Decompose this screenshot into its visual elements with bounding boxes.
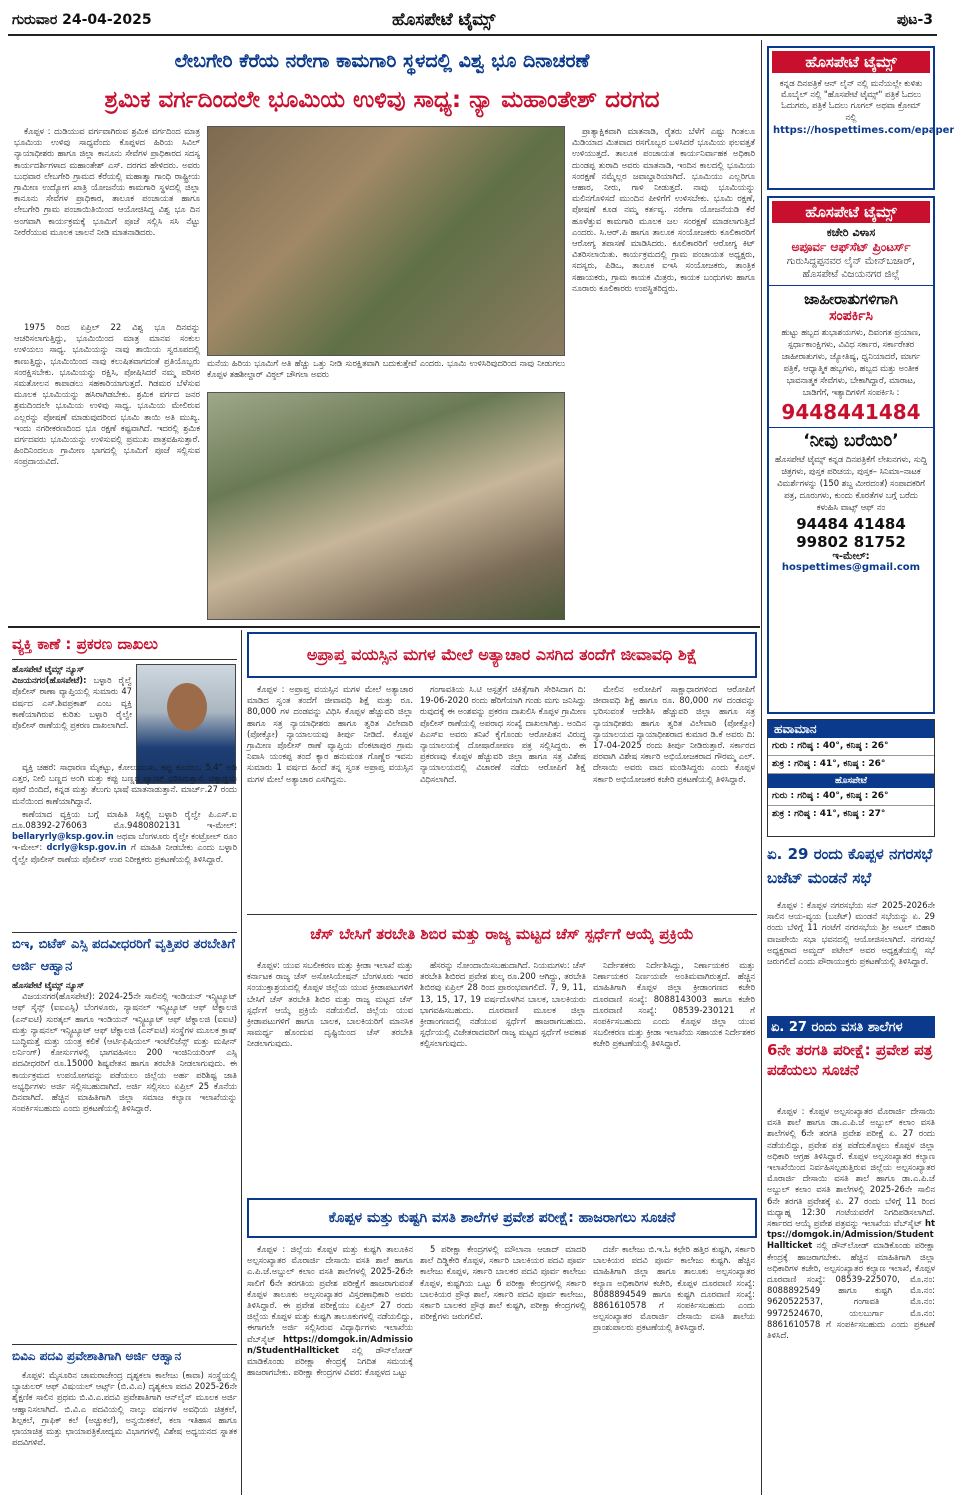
sidebar-epaper-url[interactable]: https://hospettimes.com/epaper [773,124,954,136]
hostel-column-1: ಕೊಪ್ಪಳ : ಜಿಲ್ಲೆಯ ಕೊಪ್ಪಳ ಮತ್ತು ಕುಷ್ಟಗಿ ತಾಲೂಕಿನ ಅಲ್ಪಸಂಖ್ಯಾತರ ಮೊರಾರ್ಜಿ ದೇಸಾಯಿ ವಸತಿ ಶಾಲೆ ಹಾಗೂ ಎ.ಪಿ.ಜೆ.ಅಬ್ದುಲ್ ಕಲಾಂ ವಸತಿ ಶಾಲೆಗಳಲ್ಲಿ 2025-26ನೇ ಸಾಲಿಗೆ 6ನೇ ತರಗತಿಯ ಪ್ರವೇಶ ಪರೀಕ್ಷೆಗೆ ಹಾಜರಾಗುವಂತೆ ಕೊಪ್ಪಳ ತಾಲೂಕು ಅಲ್ಪಸಂಖ್ಯಾತರ ವಿಸ್ತರಣಾಧಿಕಾರಿ ಅವರು ತಿಳಿಸಿದ್ದಾರೆ. ಈ ಪ್ರವೇಶ ಪರೀಕ್ಷೆಯು ಏಪ್ರಿಲ್ 27 ರಂದು ಜಿಲ್ಲೆಯ ಕೊಪ್ಪಳ ಮತ್ತು ಕುಷ್ಟಗಿ ತಾಲೂಕುಗಳಲ್ಲಿ ನಡೆಯಲಿದ್ದು, ಈಗಾಗಲೇ ಅರ್ಜಿ ಸಲ್ಲಿಸಿರುವ ವಿದ್ಯಾರ್ಥಿಗಳು ಇಲಾಖೆಯ ವೆಬ್‌ಸೈಟ್ https://domgok.in/Admission/StudentHallticket ನಲ್ಲಿ ಡೌನ್‌ಲೋಡ್ ಮಾಡಿಕೊಂಡು ಪರೀಕ್ಷಾ ಕೇಂದ್ರಕ್ಕೆ ನಿಗದಿತ ಸಮಯಕ್ಕೆ ಹಾಜರಾಗಬೇಕು. ಪರೀಕ್ಷಾ ಕೇಂದ್ರಗಳ ವಿವರ: ಕೊಪ್ಪಳದ ಒಟ್ಟು [247,1244,413,1378]
bvoc-text: ಕೊಪ್ಪಳ: ಮೈಸೂರಿನ ಚಾಮರಾಜೇಂದ್ರ ದೃಶ್ಯಕಲಾ ಕಾಲೇಜು (ಕಾವಾ) ಸಂಸ್ಥೆಯಲ್ಲಿ ಬ್ಯಾಚುಲರ್ ಆಫ್ ವಿಷುಯಲ್ ಆರ್ಟ್ಸ್ (ಬಿ.ವಿ.ಎ) ದೃಶ್ಯಕಲಾ ಪದವಿ 2025-26ನೇ ಶೈಕ್ಷಣಿಕ ಸಾಲಿನ ಪ್ರಥಮ ಬಿ.ವಿ.ಎ.ಪದವಿ ಪ್ರವೇಶಾತಿಗಾಗಿ ಆನ್‌ಲೈನ್ ಮೂಲಕ ಅರ್ಜಿ ಆಹ್ವಾನಿಸಲಾಗಿದೆ. ಬಿ.ವಿ.ಎ ಪದವಿಯಲ್ಲಿ ನಾಲ್ಕು ವರ್ಷಗಳ ಅವಧಿಯ ಚಿತ್ರಕಲೆ, ಶಿಲ್ಪಕಲೆ, ಗ್ರಾಫಿಕ್ ಕಲೆ (ಅಚ್ಚುಕಲೆ), ಅನ್ವಯಿಕಕಲೆ, ಕಲಾ ಇತಿಹಾಸ ಹಾಗೂ ಛಾಯಾಚಿತ್ರ ಮತ್ತು ಛಾಯಾಪತ್ರಿಕೋದ್ಯಮ ವಿಭಾಗಗಳಲ್ಲಿ ವಿಶೇಷ ಅಧ್ಯಯನದ ಸ್ನಾತಕ ಪದವಿಗಳಿವೆ. [12,1370,237,1448]
lead-photo-tree-planting [207,392,565,620]
sidebar-printer-name: ಅಪೂರ್ವ ಆಫ್‌ಸೆಟ್ ಪ್ರಿಂಟರ್ಸ್ [791,240,911,254]
sidebar-brand-text: ಕನ್ನಡ ದಿನಪತ್ರಿಕೆ ಆನ್ ಲೈನ್ ನಲ್ಲಿ ಮನೆಯಲ್ಲೇ ಕುಳಿತು ಮೊಬೈಲ್ ನಲ್ಲಿ "ಹೊಸಪೇಟೆ ಟೈಮ್ಸ್" ಪತ್ರಿಕೆ ಓದಲು ಓದುಗರು, ಪತ್ರಿಕೆ ಓದಲು ಗೂಗಲ್ ಅಥವಾ ಕ್ರೋಮ್ ನಲ್ಲಿ [779,78,923,122]
weather-row: ಗುರು : ಗರಿಷ್ಠ : 40°, ಕನಿಷ್ಠ : 26° [768,788,934,806]
weather-title: ಹವಾಮಾನ [768,720,934,738]
rape-column-3: ಮೇಲಿನ ಅರೋಪಿಗೆ ಸಾಕ್ಷಾಧಾರಗಳಿಂದ ಆರೋಪಿಗೆ ಜೀವಾವಧಿ ಶಿಕ್ಷೆ ಹಾಗೂ ರೂ. 80,000 ಗಳ ದಂಡವನ್ನು ಭರಿಸುವಂತೆ ಆದೇಶಿಸಿ ಹೆಚ್ಚುವರಿ ಜಿಲ್ಲಾ ಹಾಗೂ ಸತ್ರ ನ್ಯಾಯಾಧೀಶರು ಹಾಗೂ ತ್ವರಿತ ವಿಲೇವಾರಿ (ಪೋಕ್ಸೋ) ನ್ಯಾಯಾಲಯದ ನ್ಯಾಯಾಧೀಶರಾದ ಕುಮಾರ ಡಿ.ಕೆ ಅವರು ದಿ: 17-04-2025 ರಂದು ತೀರ್ಪು ನೀಡಿರುತ್ತಾರೆ. ಸರ್ಕಾರದ ಪರವಾಗಿ ವಿಶೇಷ ಸರ್ಕಾರಿ ಅಭಿಯೋಜಕರಾದ ಗೌರಮ್ಮ ಎಲ್. ದೇಸಾಯಿ ಅವರು ವಾದ ಮಂಡಿಸಿದ್ದರು ಎಂದು ಕೊಪ್ಪಳ ಸರ್ಕಾರಿ ಅಭಿಯೋಜಕರ ಕಚೇರಿ ಪ್ರಕಟಣೆಯಲ್ಲಿ ತಿಳಿಸಿದ್ದಾರೆ. [593,684,755,784]
bed-text: ಹೊಸಪೇಟೆ ಟೈಮ್ಸ್ ನ್ಯೂಸ್ ವಿಜಯನಗರ(ಹೊಸಪೇಟೆ): 2024-25ನೇ ಸಾಲಿನಲ್ಲಿ ಇಂಡಿಯನ್ ಇನ್ಸ್ಟಿಟ್ಯೂಟ್ ಆಫ್ ಸೈನ್ಸ್ (ಐಐಎಸ್ಸಿ) ಬೆಂಗಳೂರು, ನ್ಯಾಷನಲ್ ಇನ್ಸ್ಟಿಟ್ಯೂಟ್ ಆಫ್ ಟೆಕ್ನಾಲಜಿ (ಎನ್‌ಐಟಿ) ಸುರತ್ಕಲ್ ಹಾಗೂ ಇಂಡಿಯನ್ ಇನ್ಸ್ಟಿಟ್ಯೂಟ್ ಆಫ್ ಟೆಕ್ನಾಲಜಿ (ಐಐಟಿ) ಮತ್ತು ನ್ಯಾಷನಲ್ ಇನ್ಸ್ಟಿಟ್ಯೂಟ್ ಆಫ್ ಟೆಕ್ನಾಲಜಿ (ಎನ್‌ಐಟಿ) ಸಂಸ್ಥೆಗಳ ಮೂಲಕ ಕ್ರಾಷ್ ಬುದ್ಧಿಮತ್ತೆ ಮತ್ತು ಯಂತ್ರ ಕಲಿಕೆ (ಆರ್ಟಿಫಿಷಿಯಲ್ ಇಂಟೆಲಿಜೆನ್ಸ್ ಮತ್ತು ಮಷೀನ್ ಲರ್ನಿಂಗ್) ಕೋರ್ಸುಗಳಲ್ಲಿ ಭಾಗವಹಿಸಲು 200 ಇಂಜಿನಿಯರಿಂಗ್ ಎಸ್ಸಿ ಪದವೀಧರರಿಗೆ ರೂ.15000 ಶಿಷ್ಯವೇತನ ಹಾಗೂ ತರಬೇತಿ ನೀಡಲಾಗುವುದು. ಈ ಕಾರ್ಯಕ್ರಮದ ಉಪಯೋಗವನ್ನು ಪಡೆಯಲು ಜಿಲ್ಲೆಯ ಅರ್ಹ ಪರಿಶಿಷ್ಟ ಜಾತಿ ಅಭ್ಯರ್ಥಿಗಳು ಅರ್ಜಿ ಸಲ್ಲಿಸಬಹುದಾಗಿದೆ. ಅರ್ಜಿ ಸಲ್ಲಿಸಲು ಏಪ್ರಿಲ್ 25 ಕೊನೆಯ ದಿನವಾಗಿದೆ. ಹೆಚ್ಚಿನ ಮಾಹಿತಿಗಾಗಿ ಜಿಲ್ಲಾ ಸಮಾಜ ಕಲ್ಯಾಣ ಇಲಾಖೆಯನ್ನು ಸಂಪರ್ಕಿಸಬಹುದು ಎಂದು ಪ್ರಕಟಣೆಯಲ್ಲಿ ತಿಳಿಸಿದ್ದಾರೆ. [12,980,237,1114]
missing-text-body: ವ್ಯಕ್ತಿ ಚಹರೆ: ಸಾಧಾರಣ ಮೈಕಟ್ಟು, ಕೋಲುಮುಖ, ಕಪ್ಪು ಕೂದಲು, 5.4" ಅಡಿ ಎತ್ತರ, ನೀಲಿ ಬಣ್ಣದ ಅಂಗಿ ಮತ್ತು ಕಪ್ಪು ಬಣ್ಣದ ಪ್ಯಾಂಟ್ ಧರಿಸಿರುತ್ತಾನೆ. ಚಿಕ್ಕಾಜ್ಜಿಯ ಪೂರೆ ಬಿಂದಿದೆ, ಕನ್ನಡ ಮತ್ತು ತೆಲುಗು ಭಾಷೆ ಮಾತನಾಡುತ್ತಾನೆ. ಮಾರ್ಚ್.27 ರಂದು ಮನೆಯಿಂದ ಕಾಣೆಯಾಗಿದ್ದಾನೆ. ಕಾಣೆಯಾದ ವ್ಯಕ್ತಿಯ ಬಗ್ಗೆ ಮಾಹಿತಿ ಸಿಕ್ಕಲ್ಲಿ ಬಳ್ಳಾರಿ ರೈಲ್ವೇ ಪಿ.ಎಸ್.ಐ ದೂ.08392-276063 ಮೊ.9480802131 ಇ-ಮೇಲ್: bellaryrly@ksp.gov.in ಅಥವಾ ಬೆಂಗಳೂರು ರೈಲ್ವೇ ಕಂಟ್ರೋಲ್ ರೂಂ ಇ-ಮೇಲ್: dcrly@ksp.gov.in ಗೆ ಮಾಹಿತಿ ನೀಡಬೇಕು ಎಂದು ಬಳ್ಳಾರಿ ರೈಲ್ವೇ ಪೊಲೀಸ್ ಠಾಣೆಯ ಪೊಲೀಸ್ ಉಪ ನಿರೀಕ್ಷಕರು ಪ್ರಕಟಣೆಯಲ್ಲಿ ತಿಳಿಸಿದ್ದಾರೆ. [12,762,237,864]
chess-column-2: ಹೆಸರನ್ನು ನೋಂದಾಯಿಸಬಹುದಾಗಿದೆ. ನಿಯಮಗಳು: ಚೆಸ್ ತರಬೇತಿ ಶಿಬಿರದ ಪ್ರವೇಶ ಶುಲ್ಕ ರೂ.200 ಆಗಿದ್ದು, ತರಬೇತಿ ಶಿಬಿರವು ಏಪ್ರಿಲ್ 28 ರಿಂದ ಪ್ರಾರಂಭವಾಗಲಿದೆ. 7, 9, 11, 13, 15, 17, 19 ವರ್ಷದೊಳಗಿನ ಬಾಲಕ, ಬಾಲಕಿಯರು ಭಾಗವಹಿಸಬಹುದು. ದೂರವಾಣಿ ಮೂಲಕ ಜಿಲ್ಲಾ ಕ್ರೀಡಾಂಗಣದಲ್ಲಿ ನಡೆಯುವ ಸ್ಪರ್ಧೆಗೆ ಹಾಜರಾಗಬಹುದು. ಸ್ಪರ್ಧೆಯಲ್ಲಿ ವಿಜೇತರಾದವರಿಗೆ ರಾಜ್ಯ ಮಟ್ಟದ ಸ್ಪರ್ಧೆಗೆ ಅವಕಾಶ ಕಲ್ಪಿಸಲಾಗುವುದು. [420,960,586,1049]
sidebar-slogan: ‘ನೀವು ಬರೆಯಿರಿ’ [803,431,899,451]
sidebar-write-text: ಹೊಸಪೇಟೆ ಟೈಮ್ಸ್ ಕನ್ನಡ ದಿನಪತ್ರಿಕೆಗೆ ಲೇಖನಗಳು, ಸುದ್ದಿ ಚಿತ್ರಗಳು, ಪುಸ್ತಕ ಪರಿಚಯ, ಪುಸ್ತಕ– ಸಿನಿಮಾ–ನಾಟಕ ವಿಮರ್ಶೆಗಳನ್ನು (150 ಶಬ್ದ ಮೀರದಂತೆ) ಸಂಪಾದಕರಿಗೆ ಪತ್ರ, ದೂರುಗಳು, ಕುಂದು ಕೊರತೆಗಳ ಬಗ್ಗೆ ಬರೆದು ಕಳುಹಿಸಿ ವಾಟ್ಸ್ ಆಫ್ ನಂ [774,454,928,512]
masthead-date: ಗುರುವಾರ 24-04-2025 [12,12,152,28]
lead-column-1: ಕೊಪ್ಪಳ : ದುಡಿಯುವ ವರ್ಗವಾಗಿರುವ ಶ್ರಮಿಕ ವರ್ಗದಿಂದ ಮಾತ್ರ ಭೂಮಿಯ ಉಳಿವು ಸಾಧ್ಯವೆಂದು ಕೊಪ್ಪಳದ ಹಿರಿಯ ಸಿವಿಲ್ ನ್ಯಾಯಾಧೀಶರು ಹಾಗೂ ಜಿಲ್ಲಾ ಕಾನೂನು ಸೇವೆಗಳ ಪ್ರಾಧಿಕಾರದ ಸದಸ್ಯ ಕಾರ್ಯದರ್ಶಿಗಳಾದ ಮಹಾಂತೇಶ್ ಎಸ್. ದರಗದ ಹೇಳಿದರು. ಅವರು ಬುಧವಾರ ಲೇಬಗೇರಿ ಗ್ರಾಮದ ಕೆರೆಯಲ್ಲಿ ಮಹಾತ್ಮಾ ಗಾಂಧಿ ರಾಷ್ಟ್ರೀಯ ಗ್ರಾಮೀಣ ಉದ್ಯೋಗ ಖಾತ್ರಿ ಯೋಜನೆಯ ಕಾಮಗಾರಿ ಸ್ಥಳದಲ್ಲಿ ಜಿಲ್ಲಾ ಕಾನೂನು ಸೇವೆಗಳ ಪ್ರಾಧಿಕಾರ, ತಾಲೂಕ ಪಂಚಾಯತ ಹಾಗೂ ಲೇಬಗೇರಿ ಗ್ರಾಮ ಪಂಚಾಯಿತಿಯಿಂದ ಆಯೋಜಿಸಿದ್ದ ವಿಶ್ವ ಭೂ ದಿನ ಅಂಗವಾಗಿ ಕಾರ್ಯಕ್ರಮಕ್ಕೆ ಭೂಮಿಗೆ ಪೂಜೆ ಸಲ್ಲಿಸಿ ಸಸಿ ನೆಟ್ಟು ನೀರೆರೆಯುವ ಮೂಲಕ ಚಾಲನೆ ನೀಡಿ ಮಾತನಾಡಿದರು. [14,126,200,237]
sixth-link[interactable]: https://domgok.in/Admission/StudentHallticket [767,1218,935,1251]
sixth-text: ಕೊಪ್ಪಳ : ಕೊಪ್ಪಳ ಅಲ್ಪಸಂಖ್ಯಾತರ ಮೊರಾರ್ಜಿ ದೇಸಾಯಿ ವಸತಿ ಶಾಲೆ ಹಾಗೂ ಡಾ.ಎ.ಪಿ.ಜೆ ಅಬ್ದುಲ್ ಕಲಾಂ ವಸತಿ ಶಾಲೆಗಳಲ್ಲಿ 6ನೇ ತರಗತಿ ಪ್ರವೇಶ ಪರೀಕ್ಷೆ ಏ. 27 ರಂದು ನಡೆಯಲಿದ್ದು, ಪ್ರವೇಶ ಪತ್ರ ಪಡೆದುಕೊಳ್ಳಲು ಕೊಪ್ಪಳ ಜಿಲ್ಲಾ ಅಧಿಕಾರಿ ಆಗ್ರಹ ತಿಳಿಸಿದ್ದಾರೆ. ಕೊಪ್ಪಳ ಅಲ್ಪಸಂಖ್ಯಾತರ ಕಲ್ಯಾಣ ಇಲಾಖೆಯಿಂದ ನಿರ್ವಹಿಸಲ್ಪಡುತ್ತಿರುವ ಜಿಲ್ಲೆಯ ಅಲ್ಪಸಂಖ್ಯಾತರ ಮೊರಾರ್ಜಿ ದೇಸಾಯಿ ವಸತಿ ಶಾಲೆ ಹಾಗೂ ಡಾ.ಎ.ಪಿ.ಜೆ ಅಬ್ದುಲ್ ಕಲಾಂ ವಸತಿ ಶಾಲೆಗಳಲ್ಲಿ 2025-26ನೇ ಸಾಲಿನ 6ನೇ ತರಗತಿ ಪ್ರವೇಶಕ್ಕೆ ಏ. 27 ರಂದು ಬೆಳಿಗ್ಗೆ 11 ರಿಂದ ಮಧ್ಯಾಹ್ನ 12:30 ಗಂಟೆಯವರೆಗೆ ನಿಗದಿಪಡಿಸಲಾಗಿದೆ. ಸರ್ಕಾರದ ಆಯ್ಕೆ ಪ್ರವೇಶ ಪತ್ರವನ್ನು ಇಲಾಖೆಯ ವೆಬ್‌ಸೈಟ್ https://domgok.in/Admission/StudentHallticket ನಲ್ಲಿ ಡೌನ್‌ಲೋಡ್ ಮಾಡಿಕೊಂಡು ಪರೀಕ್ಷಾ ಕೇಂದ್ರಕ್ಕೆ ಹಾಜರಾಗಬೇಕು. ಹೆಚ್ಚಿನ ಮಾಹಿತಿಗಾಗಿ ಜಿಲ್ಲಾ ಅಧಿಕಾರಿಗಳ ಕಚೇರಿ, ಅಲ್ಪಸಂಖ್ಯಾತರ ಕಲ್ಯಾಣ ಇಲಾಖೆ, ಕೊಪ್ಪಳ ದೂರವಾಣಿ ಸಂಖ್ಯೆ: 08539-225070, ಮೊ.ನಂ: 8088892549 ಹಾಗೂ ಕುಷ್ಟಗಿ ಮೊ.ನಂ: 9620522537, ಗಂಗಾವತಿ ಮೊ.ನಂ: 9972524670, ಯಲಬುರ್ಗಾ ಮೊ.ನಂ: 8861610578 ಗೆ ಸಂಪರ್ಕಿಸಬಹುದು ಎಂದು ಪ್ರಕಟಣೆ ತಿಳಿಸಿದೆ. [767,1106,935,1341]
chess-column-1: ಕೊಪ್ಪಳ: ಯುವ ಸಬಲೀಕರಣ ಮತ್ತು ಕ್ರೀಡಾ ಇಲಾಖೆ ಮತ್ತು ಕರ್ನಾಟಕ ರಾಜ್ಯ ಚೆಸ್ ಅಸೋಸಿಯೇಷನ್ ಬೆಂಗಳೂರು ಇವರ ಸಂಯುಕ್ತಾಶ್ರಯದಲ್ಲಿ ಕೊಪ್ಪಳ ಜಿಲ್ಲೆಯ ಯುವ ಕ್ರೀಡಾಪಟುಗಳಿಗೆ ಬೇಸಿಗೆ ಚೆಸ್ ತರಬೇತಿ ಶಿಬಿರ ಮತ್ತು ರಾಜ್ಯ ಮಟ್ಟದ ಚೆಸ್ ಸ್ಪರ್ಧೆಗೆ ಆಯ್ಕೆ ಪ್ರಕ್ರಿಯೆ ನಡೆಯಲಿದೆ. ಜಿಲ್ಲೆಯ ಯುವ ಕ್ರೀಡಾಪಟುಗಳಿಗೆ ಹಾಗೂ ಬಾಲಕ, ಬಾಲಕಿಯರಿಗೆ ಮಾನಸಿಕ ಸಾಮರ್ಥ್ಯ ಹೊಂದುವ ದೃಷ್ಟಿಯಿಂದ ಚೆಸ್ ತರಬೇತಿ ನೀಡಲಾಗುವುದು. [247,960,413,1049]
sidebar-whatsapp-2[interactable]: 99802 81752 [796,533,906,551]
lead-photo-crowd [207,126,565,356]
masthead [12,8,933,34]
chess-column-3: ನಿರ್ದೇಶಕರು ನಿರ್ದೇಶಿಸಿದ್ದು, ನಿರ್ಣಾಯಕರ ಮತ್ತು ನಿರ್ಣಾಯಕರ ನಿರ್ಣಯವೇ ಅಂತಿಮವಾಗಿರುತ್ತದೆ. ಹೆಚ್ಚಿನ ಮಾಹಿತಿಗಾಗಿ ಕೊಪ್ಪಳ ಜಿಲ್ಲಾ ಕ್ರೀಡಾಂಗಣದ ಕಚೇರಿ ದೂರವಾಣಿ ಸಂಖ್ಯೆ: 8088143003 ಹಾಗೂ ಕಚೇರಿ ದೂರವಾಣಿ ಸಂಖ್ಯೆ: 08539-230121 ಗೆ ಸಂಪರ್ಕಿಸಬಹುದು ಎಂದು ಕೊಪ್ಪಳ ಜಿಲ್ಲಾ ಯುವ ಸಬಲೀಕರಣ ಮತ್ತು ಕ್ರೀಡಾ ಇಲಾಖೆಯ ಸಹಾಯಕ ನಿರ್ದೇಶಕರ ಕಚೇರಿ ಪ್ರಕಟಣೆಯಲ್ಲಿ ತಿಳಿಸಿದ್ದಾರೆ. [593,960,755,1049]
sidebar-ads-contact: ಸಂಪರ್ಕಿಸಿ [829,308,873,324]
budget-headline: ಏ. 29 ರಂದು ಕೊಪ್ಪಳ ನಗರಸಭೆ ಬಜೆಟ್ ಮಂಡನೆ ಸಭೆ [767,845,933,887]
missing-headline: ವ್ಯಕ್ತಿ ಕಾಣೆ : ಪ್ರಕರಣ ದಾಖಲು [12,630,237,660]
sidebar-brand-title: ಹೊಸಪೇಟೆ ಟೈಮ್ಸ್ [772,51,930,73]
rape-headline: ಅಪ್ರಾಪ್ತ ವಯಸ್ಸಿನ ಮಗಳ ಮೇಲೆ ಅತ್ಯಾಚಾರ ಎಸಗಿದ ತಂದೆಗೆ ಜೀವಾವಧಿ ಶಿಕ್ಷೆ [247,632,757,678]
lead-column-4: ಪ್ರಾತ್ಯಾಕ್ಷಿಕವಾಗಿ ಮಾತನಾಡಿ, ರೈತರು ಬೆಳೆಗೆ ಎಷ್ಟು ಗಿಂತಲೂ ಮಿಡಿಯಾದ ಮಿತವಾದ ರಸಗೊಬ್ಬರ ಬಳಸಿದರೆ ಭೂಮಿಯ ಫಲವತ್ತತೆ ಉಳಿಯುತ್ತದೆ. ತಾಲೂಕ ಪಂಚಾಯತ ಕಾರ್ಯನಿರ್ವಾಹಕ ಅಧಿಕಾರಿ ದುಂಡಪ್ಪ ತುರಾದಿ ಅವರು ಮಾತನಾಡಿ, ಇಂದಿನ ಕಾಲದಲ್ಲಿ ಭೂಮಿಯ ಸಂರಕ್ಷಣೆ ನಮ್ಮೆಲ್ಲರ ಜವಾಬ್ದಾರಿಯಾಗಿದೆ. ಭೂಮಿಯು ಎಲ್ಲರಿಗೂ ಆಹಾರ, ನೀರು, ಗಾಳಿ ನೀಡುತ್ತದೆ. ನಾವು ಭೂಮಿಯನ್ನು ಮಲಿನಗೊಳಿಸದೆ ಮುಂದಿನ ಪೀಳಿಗೆಗೆ ಉಳಿಸಬೇಕು. ಭೂಮಿ ರಕ್ಷಣೆ, ಪೋಷಣೆ ಕೂಡ ನಮ್ಮ ಕರ್ತವ್ಯ. ನರೇಗಾ ಯೋಜನೆಯಡಿ ಕೆರೆ ಹೂಳೆತ್ತುವ ಕಾಮಗಾರಿ ಮೂಲಕ ಜಲ ಸಂರಕ್ಷಣೆ ಮಾಡಲಾಗುತ್ತಿದೆ ಎಂದರು. ಸಿ.ಆರ್.ಪಿ ಹಾಗೂ ತಾಲೂಕ ಸಂಯೋಜಕರು ಕೂಲಿಕಾರರಿಗೆ ಆರೋಗ್ಯ ತಪಾಸಣೆ ಮಾಡಿಸಿದರು. ಕೂಲಿಕಾರರಿಗೆ ಆರೋಗ್ಯ ಕಿಟ್ ವಿತರಿಸಲಾಯಿತು. ಕಾರ್ಯಕ್ರಮದಲ್ಲಿ ಗ್ರಾಮ ಪಂಚಾಯತ ಅಧ್ಯಕ್ಷರು, ಸದಸ್ಯರು, ಪಿಡಿಒ, ತಾಲೂಕ ಐಇಸಿ ಸಂಯೋಜಕರು, ತಾಂತ್ರಿಕ ಸಹಾಯಕರು, ಗ್ರಾಮ ಕಾಯಕ ಮಿತ್ರರು, ಕಾಯಕ ಬಂಧುಗಳು ಹಾಗೂ ನೂರಾರು ಕೂಲಿಕಾರರು ಉಪಸ್ಥಿತರಿದ್ದರು. [572,126,755,293]
column-divider [241,630,242,1495]
missing-email-1[interactable]: bellaryrly@ksp.gov.in [12,831,114,842]
sidebar-address: ಗುರುಸಿದ್ದಪ್ಪನವರ ಲೈನ್ ಮೇನ್‌ಬಜಾರ್, ಹೊಸಪೇಟೆ ವಿಜಯನಗರ ಜಿಲ್ಲೆ [786,256,916,280]
sidebar-divider [761,40,762,1495]
hostel-link[interactable]: https://domgok.in/Admission/StudentHallticket [247,1333,413,1355]
sixth-kicker: ಏ. 27 ರಂದು ವಸತಿ ಶಾಲೆಗಳ [767,1016,935,1038]
sidebar-email[interactable]: hospettimes@gmail.com [781,562,921,573]
sidebar-phone[interactable]: 9448441484 [781,400,921,424]
sidebar-brand-box [767,46,954,190]
bed-headline: ಬಿಇ, ಬಿಟೆಕ್ ಎಸ್ಸಿ ಪದವೀಧರರಿಗೆ ವೃತ್ತಿಪರ ತರಬೇತಿಗೆ ಅರ್ಜಿ ಆಹ್ವಾನ [12,932,237,978]
sixth-headline: 6ನೇ ತರಗತಿ ಪರೀಕ್ಷೆ: ಪ್ರವೇಶ ಪತ್ರ ಪಡೆಯಲು ಸೂಚನೆ [767,1041,933,1079]
weather-row: ಶುಕ್ರ : ಗರಿಷ್ಠ : 41°, ಕನಿಷ್ಠ : 26° [768,756,934,774]
bvoc-headline: ಬಿವಿಎ ಪದವಿ ಪ್ರವೇಶಾತಿಗಾಗಿ ಅರ್ಜಿ ಆಹ್ವಾನ [12,1344,237,1366]
lead-headline: ಶ್ರಮಿಕ ವರ್ಗದಿಂದಲೇ ಭೂಮಿಯ ಉಳಿವು ಸಾಧ್ಯ: ನ್ಯಾ ಮಹಾಂತೇಶ್ ದರಗದ [104,87,660,113]
sidebar-office-box [767,196,935,714]
sidebar-email-label: ಇ-ಮೇಲ್: [832,551,870,562]
hostel-headline: ಕೊಪ್ಪಳ ಮತ್ತು ಕುಷ್ಟಗಿ ವಸತಿ ಶಾಲೆಗಳ ಪ್ರವೇಶ ಪರೀಕ್ಷೆ: ಹಾಜರಾಗಲು ಸೂಚನೆ [247,1198,757,1238]
masthead-page-number: ಪುಟ-3 [896,12,933,28]
sidebar-ads-list: ಹುಟ್ಟು ಹಬ್ಬದ ಶುಭಾಶಯಗಳು, ದಿವಂಗತ ಪ್ರಯಾಣ, ಸ್ಪರ್ಧಾಕಾಂಕ್ಷಿಗಳು, ವಿವಿಧ ಸರ್ಕಾರ, ಸರ್ಕಾರೇತರ ಜಾಹೀರಾತುಗಳು, ಜ್ಯೋತಿಷ್ಯ, ಧ್ವನಿಯಾದರೆ, ಮಾರ್ಗ ಪತ್ರಿಕೆ, ಆಧ್ಯಾತ್ಮಿಕ ಹಬ್ಬಗಳು, ಹಬ್ಬದ ಮತ್ತು ಅಂತೀಕ ಭಾವನಾತ್ಮಕ ಸೇವೆಗಳು, ಬೇಕಾಗಿದ್ದಾರೆ, ಮಾರಾಟ, ಬಾಡಿಗೆಗೆ, ಇತ್ಯಾದಿಗಳಿಗೆ ಸಂಪರ್ಕಿಸಿ : [781,327,921,397]
rape-column-1: ಕೊಪ್ಪಳ : ಅಪ್ರಾಪ್ತ ವಯಸ್ಸಿನ ಮಗಳ ಮೇಲೆ ಅತ್ಯಾಚಾರ ಮಾಡಿದ ಸ್ವಂತ ತಂದೆಗೆ ಜೀವಾವಧಿ ಶಿಕ್ಷೆ ಮತ್ತು ರೂ. 80,000 ಗಳ ದಂಡವನ್ನು ವಿಧಿಸಿ ಕೊಪ್ಪಳ ಹೆಚ್ಚುವರಿ ಜಿಲ್ಲಾ ಹಾಗೂ ಸತ್ರ ನ್ಯಾಯಾಧೀಶರು ಹಾಗೂ ತ್ವರಿತ ವಿಲೇವಾರಿ (ಪೋಕ್ಸೋ) ನ್ಯಾಯಾಲಯವು ತೀರ್ಪು ನೀಡಿದೆ. ಕೊಪ್ಪಳ ಗ್ರಾಮೀಣ ಪೊಲೀಸ್ ಠಾಣೆ ವ್ಯಾಪ್ತಿಯ ವೆಂಕಟಾಪುರ ಗ್ರಾಮ ನಿವಾಸಿ ಯಂಕಪ್ಪ ತಂದೆ ಕ್ಯಾರ ಹನುಮಂತ ಗೊಣ್ಣೆರ ಇವನು ಸುಮಾರು 1 ವರ್ಷದ ಹಿಂದೆ ತನ್ನ ಸ್ವಂತ ಅಪ್ರಾಪ್ತ ವಯಸ್ಸಿನ ಮಗಳ ಮೇಲೆ ಅತ್ಯಾಚಾರ ಎಸಗಿದ್ದನು. [247,684,413,784]
masthead-paper-name: ಹೊಸಪೇಟೆ ಟೈಮ್ಸ್ [392,10,496,30]
avatar [167,683,207,731]
chess-headline: ಚೆಸ್ ಬೇಸಿಗೆ ತರಬೇತಿ ಶಿಬಿರ ಮತ್ತು ರಾಜ್ಯ ಮಟ್ಟದ ಚೆಸ್ ಸ್ಪರ್ಧೆಗೆ ಆಯ್ಕೆ ಪ್ರಕ್ರಿಯೆ [247,914,757,954]
weather-box [767,719,935,837]
missing-email-2[interactable]: dcrly@ksp.gov.in [46,842,127,853]
weather-row: ಶುಕ್ರ : ಗರಿಷ್ಠ : 41°, ಕನಿಷ್ಠ : 27° [772,809,886,819]
sidebar-ads-title: ಜಾಹೀರಾತುಗಳಿಗಾಗಿ [804,290,898,308]
section-rule [8,626,760,628]
budget-text: ಕೊಪ್ಪಳ : ಕೊಪ್ಪಳ ನಗರಸಭೆಯ ಸನ್ 2025-2026ನೇ ಸಾಲಿನ ಆಯ-ವ್ಯಯ (ಬಜೆಟ್) ಮಂಡನೆ ಸಭೆಯನ್ನು ಏ. 29 ರಂದು ಬೆಳಿಗ್ಗೆ 11 ಗಂಟೆಗೆ ನಗರಸಭೆಯ ಶ್ರೀ ಅಟಲ್ ಬಿಹಾರಿ ವಾಜಪೇಯಿ ಸಭಾ ಭವನದಲ್ಲಿ ಆಯೋಜಿಸಲಾಗಿದೆ. ನಗರಸಭೆ ಅಧ್ಯಕ್ಷರಾದ ಅಮ್ಜದ್ ಪಟೇಲ್ ಅವರ ಅಧ್ಯಕ್ಷತೆಯಲ್ಲಿ ಸಭೆ ಜರುಗಲಿದೆ ಎಂದು ಪೌರಾಯುಕ್ತರು ಪ್ರಕಟಣೆಯಲ್ಲಿ ತಿಳಿಸಿದ್ದಾರೆ. [767,900,935,967]
hostel-column-3: ದರ್ಜೆ ಕಾಲೇಜು ಬಿ.ಇ.ಓ ಕಛೇರಿ ಹತ್ತಿರ ಕುಷ್ಟಗಿ, ಸರ್ಕಾರಿ ಬಾಲಕಿಯರ ಪದವಿ ಪೂರ್ವ ಕಾಲೇಜು ಕುಷ್ಟಗಿ. ಹೆಚ್ಚಿನ ಮಾಹಿತಿಗಾಗಿ ಜಿಲ್ಲಾ ಹಾಗೂ ತಾಲೂಕು ಅಲ್ಪಸಂಖ್ಯಾತರ ಕಲ್ಯಾಣ ಅಧಿಕಾರಿಗಳ ಕಚೇರಿ, ಕೊಪ್ಪಳ ದೂರವಾಣಿ ಸಂಖ್ಯೆ: 8088894549 ಹಾಗೂ ಕುಷ್ಟಗಿ ದೂರವಾಣಿ ಸಂಖ್ಯೆ: 8861610578 ಗೆ ಸಂಪರ್ಕಿಸಬಹುದು ಎಂದು ಅಲ್ಪಸಂಖ್ಯಾತರ ಮೊರಾರ್ಜಿ ದೇಸಾಯಿ ವಸತಿ ಶಾಲೆಯ ಪ್ರಾಂಶುಪಾಲರು ಪ್ರಕಟಣೆಯಲ್ಲಿ ತಿಳಿಸಿದ್ದಾರೆ. [593,1244,755,1333]
hostel-column-2: 5 ಪರೀಕ್ಷಾ ಕೇಂದ್ರಗಳಲ್ಲಿ ಮೌಲಾನಾ ಆಜಾದ್ ಮಾದರಿ ಶಾಲೆ ದಿಡ್ಡಿಕೇರಿ ಕೊಪ್ಪಳ, ಸರ್ಕಾರಿ ಬಾಲಕಿಯರ ಪದವಿ ಪೂರ್ವ ಕಾಲೇಜು ಕೊಪ್ಪಳ, ಸರ್ಕಾರಿ ಬಾಲಕರ ಪದವಿ ಪೂರ್ವ ಕಾಲೇಜು ಕೊಪ್ಪಳ, ಕುಷ್ಟಗಿಯ ಒಟ್ಟು 6 ಪರೀಕ್ಷಾ ಕೇಂದ್ರಗಳಲ್ಲಿ ಸರ್ಕಾರಿ ಬಾಲಕಿಯರ ಪ್ರೌಢ ಶಾಲೆ, ಸರ್ಕಾರಿ ಪದವಿ ಪೂರ್ವ ಕಾಲೇಜು, ಸರ್ಕಾರಿ ಬಾಲಕರ ಪ್ರೌಢ ಶಾಲೆ ಕುಷ್ಟಗಿ, ಪರೀಕ್ಷಾ ಕೇಂದ್ರಗಳಲ್ಲಿ ಪರೀಕ್ಷೆಗಳು ಜರುಗಲಿವೆ. [420,1244,586,1322]
rape-column-2: ಗಂಗಾವತಿಯ ಸಿ.ಟಿ ಆಸ್ಪತ್ರೆಗೆ ಚಿಕಿತ್ಸೆಗಾಗಿ ಸೇರಿಸಿದಾಗ ದಿ: 19-06-2020 ರಂದು ಹೆರಿಗೆಯಾಗಿ ಗಂಡು ಮಗು ಜನಿಸಿದ್ದು ರುವುದಕ್ಕೆ ಈ ಅಂಶವನ್ನು ಪ್ರಕರಣ ದಾಖಲಿಸಿ ಕೊಪ್ಪಳ ಗ್ರಾಮೀಣ ಪೊಲೀಸ್ ಠಾಣೆಯಲ್ಲಿ ಅಪರಾಧ ಸಂಖ್ಯೆ ದಾಖಲಾಗಿತ್ತು. ಅಂದಿನ ಪಿಎಸ್‌ಐ ಅವರು ತನಿಖೆ ಕೈಗೊಂಡು ಆರೋಪಿತನ ವಿರುದ್ಧ ನ್ಯಾಯಾಲಯಕ್ಕೆ ದೋಷಾರೋಪಣ ಪತ್ರ ಸಲ್ಲಿಸಿದ್ದರು. ಈ ಪ್ರಕರಣವು ಕೊಪ್ಪಳ ಹೆಚ್ಚುವರಿ ಜಿಲ್ಲಾ ಹಾಗೂ ಸತ್ರ ವಿಶೇಷ ನ್ಯಾಯಾಲಯದಲ್ಲಿ ವಿಚಾರಣೆ ನಡೆದು ಆರೋಪಿಗೆ ಶಿಕ್ಷೆ ವಿಧಿಸಲಾಗಿದೆ. [420,684,586,784]
weather-row: ಗುರು : ಗರಿಷ್ಠ : 40°, ಕನಿಷ್ಠ : 26° [768,738,934,756]
lead-photo1-caption: ಮನೆಯ ಹಿರಿಯ ಭೂಮಿಗೆ ಅತಿ ಹೆಚ್ಚು ಒತ್ತು ನೀಡಿ ಸುರಕ್ಷಿತವಾಗಿ ಬದುಕುತ್ತೇವೆ ಎಂದರು. ಭೂಮಿ ಉಳಿಸಿರಿವುದರಿಂದ ನಾವು ನೀಡುಗಲು ಕೊಪ್ಪಳ ತಹಶೀಲ್ದಾರ್ ವಿಠ್ಠಲ್ ಚೌಗಲಾ ಅವರು [207,358,565,380]
lead-kicker: ಲೇಬಗೇರಿ ಕೆರೆಯ ನರೇಗಾ ಕಾಮಗಾರಿ ಸ್ಥಳದಲ್ಲಿ ವಿಶ್ವ ಭೂ ದಿನಾಚರಣೆ [174,50,590,72]
sidebar-brand-title-2: ಹೊಸಪೇಟೆ ಟೈಮ್ಸ್ [772,201,930,223]
masthead-rule [8,34,937,36]
sidebar-office-label: ಕಚೇರಿ ವಿಳಾಸ [826,226,876,239]
missing-text-top: ಹೊಸಪೇಟೆ ಟೈಮ್ಸ್ ನ್ಯೂಸ್ ವಿಜಯನಗರ(ಹೊಸಪೇಟೆ): ಬಳ್ಳಾರಿ ರೈಲ್ವೆ ಪೊಲೀಸ್ ಠಾಣಾ ವ್ಯಾಪ್ತಿಯಲ್ಲಿ ಸುಮಾರು 47 ವರ್ಷದ ಎಸ್.ಶಿವಪ್ರಕಾಶ್ ಎಂಬ ವ್ಯಕ್ತಿ ಕಾಣೆಯಾಗಿರುವ ಕುರಿತು ಬಳ್ಳಾರಿ ರೈಲ್ವೇ ಪೊಲೀಸ್ ಠಾಣೆಯಲ್ಲಿ ಪ್ರಕರಣ ದಾಖಲಾಗಿದೆ. [12,664,132,731]
weather-city: ಹೊಸಪೇಟೆ [768,774,934,788]
lead-column-2: 1975 ರಿಂದ ಏಪ್ರಿಲ್ 22 ವಿಶ್ವ ಭೂ ದಿನವನ್ನು ಆಚರಿಸಲಾಗುತ್ತಿದ್ದು, ಭೂಮಿಯಿಂದ ಮಾತ್ರ ಮಾನವ ಸಂಕುಲ ಉಳಿಯಲು ಸಾಧ್ಯ. ಭೂಮಿಯನ್ನು ನಾವು ತಾಯಿಯ ಸ್ವರೂಪದಲ್ಲಿ ಕಾಣುತ್ತಿದ್ದು, ಭೂಮಿಯಿಂದ ನಾವು ಕಲುಷಿತವಾಗದಂತೆ ಪ್ರತಿಯೊಬ್ಬರು ಸಂರಕ್ಷಿಸಬೇಕು. ಭೂಮಿಯನ್ನು ರಕ್ಷಿಸಿ, ಪೋಷಿಸಿದರೆ ನಮ್ಮ ಪರಿಸರ ಸಮತೋಲನ ಕಾಪಾಡಲು ಸಹಕಾರಿಯಾಗುತ್ತದೆ. ಗಿಡಮರ ಬೆಳೆಸುವ ಮೂಲಕ ಭೂಮಿಯನ್ನು ಹಸಿರಾಗಿಡಬೇಕು. ಶ್ರಮಿಕ ವರ್ಗದ ಜನರ ಶ್ರಮದಿಂದಲೇ ಭೂಮಿಯ ಉಳಿವು ಸಾಧ್ಯ. ಭೂಮಿಯ ಮೇಲಿರುವ ಎಲ್ಲರನ್ನು ಪೋಷಣೆ ಮಾಡುವುದರಿಂದ ಭೂಮಿ ತಾಯಿ ಅತಿ ಮುಖ್ಯ. ಇಂದು ನಗರೀಕರಣದಿಂದ ಭೂ ರಕ್ಷಣೆ ಕಷ್ಟವಾಗಿದೆ. ಇದರಲ್ಲಿ ಶ್ರಮಿಕ ವರ್ಗದವರು ಭೂಮಿಯನ್ನು ಉಳಿಸುವಲ್ಲಿ ಪ್ರಮುಖ ಪಾತ್ರವಹಿಸುತ್ತಾರೆ. ಹಿಂದಿನಿಂದಲೂ ಗ್ರಾಮೀಣ ಭಾಗದಲ್ಲಿ ಭೂಮಿಗೆ ಪೂಜೆ ಸಲ್ಲಿಸುವ ಸಂಪ್ರದಾಯವಿದೆ. [14,322,200,467]
sidebar-whatsapp-1[interactable]: 94484 41484 [796,515,906,533]
